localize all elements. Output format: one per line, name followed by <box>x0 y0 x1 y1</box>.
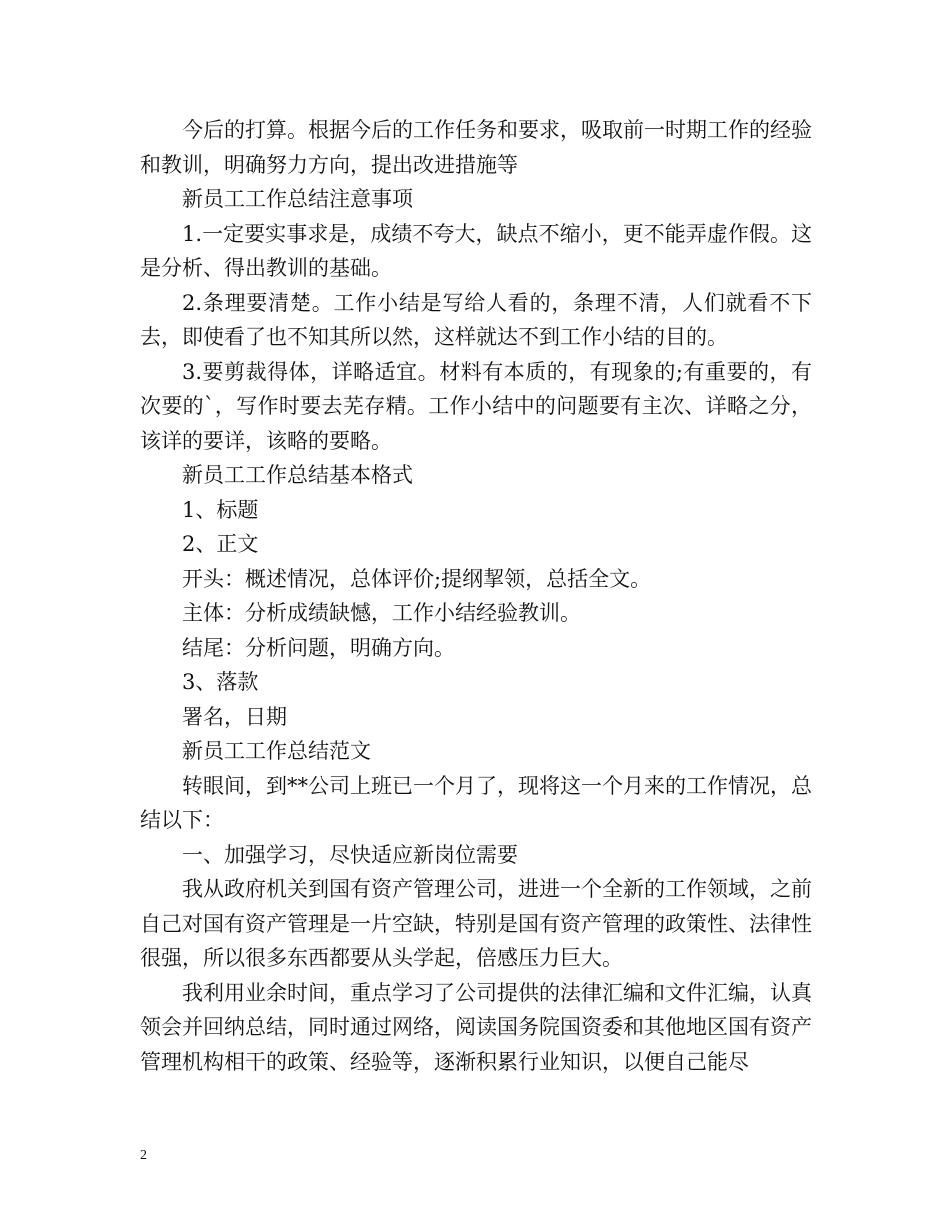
sample-intro: 转眼间，到**公司上班已一个月了，现将这一个月来的工作情况，总结以下： <box>140 773 812 832</box>
paragraph-note-3: 3.要剪裁得体，详略适宜。材料有本质的，有现象的;有重要的，有次要的`，写作时要去芜存精。工作小结中的问题要有主次、详略之分，该详的要详，该略的要略。 <box>140 359 812 453</box>
format-item-body: 2、正文 <box>182 532 259 556</box>
heading-notes: 新员工工作总结注意事项 <box>182 187 413 211</box>
heading-sample: 新员工工作总结范文 <box>182 739 371 763</box>
document-body <box>140 113 812 1079</box>
heading-format: 新员工工作总结基本格式 <box>182 463 413 487</box>
sample-paragraph-1: 我从政府机关到国有资产管理公司，进进一个全新的工作领域，之前自己对国有资产管理是一片空缺，特别是国有资产管理的政策性、法律性很强，所以很多东西都要从头学起，倍感压力巨大。 <box>140 877 812 970</box>
format-body-main: 主体：分析成绩缺憾，工作小结经验教训。 <box>182 601 581 625</box>
format-signature-detail: 署名，日期 <box>182 704 287 729</box>
sample-paragraph-2: 我利用业余时间，重点学习了公司提供的法律汇编和文件汇编，认真领会并回纳总结，同时通过网络，阅读国务院国资委和其他地区国有资产管理机构相干的政策、经验等，逐渐积累行业知识，以便自己能尽 <box>140 980 812 1074</box>
sample-section-1-heading: 一、加强学习，尽快适应新岗位需要 <box>182 842 518 867</box>
paragraph-note-2: 2.条理要清楚。工作小结是写给人看的，条理不清，人们就看不下去，即使看了也不知其所以然，这样就达不到工作小结的目的。 <box>140 290 812 349</box>
page-number: 2 <box>140 1148 147 1163</box>
format-item-signature: 3、落款 <box>182 670 259 694</box>
format-item-title: 1、标题 <box>182 497 259 522</box>
format-body-opening: 开头：概述情况，总体评价;提纲挈领，总括全文。 <box>182 566 652 591</box>
paragraph-note-1: 1.一定要实事求是，成绩不夸大，缺点不缩小，更不能弄虚作假。这是分析、得出教训的基础。 <box>140 221 812 280</box>
format-body-ending: 结尾：分析问题，明确方向。 <box>182 635 455 660</box>
paragraph-future-plans: 今后的打算。根据今后的工作任务和要求，吸取前一时期工作的经验和教训，明确努力方向，提出改进措施等 <box>140 118 812 177</box>
